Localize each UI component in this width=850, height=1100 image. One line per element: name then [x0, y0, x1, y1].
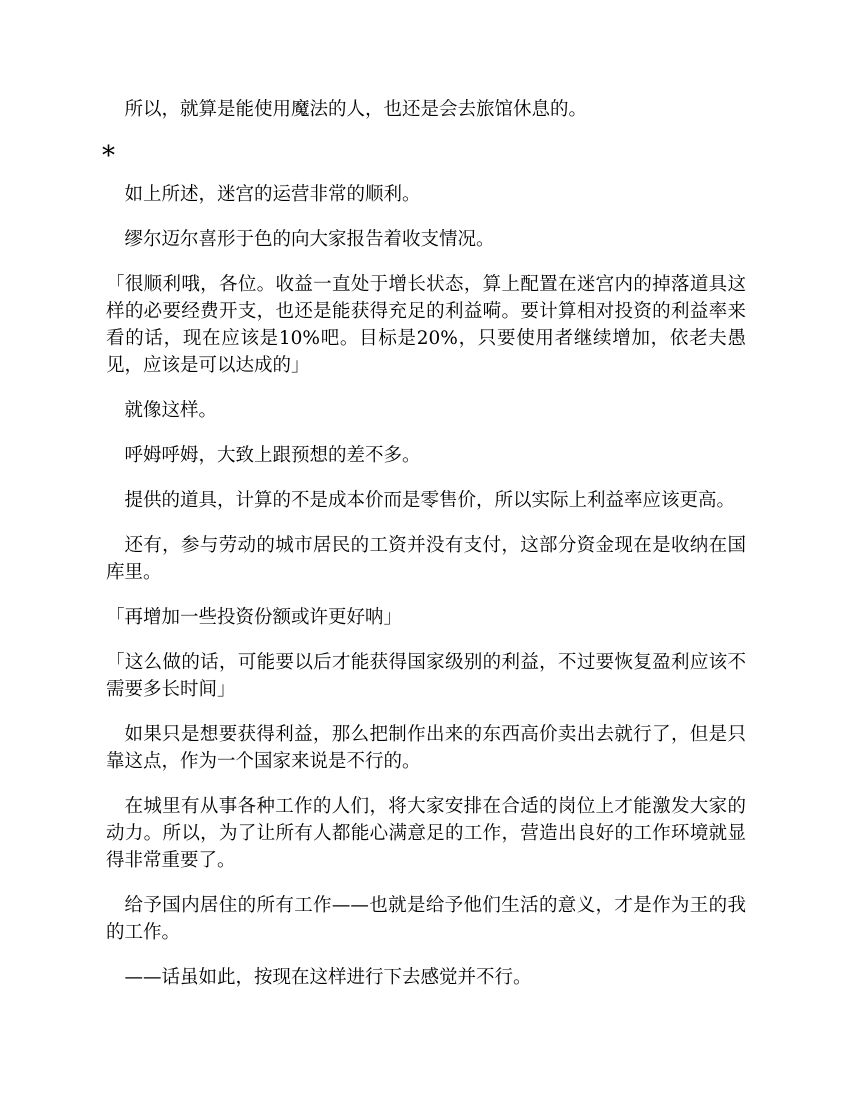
dialogue-2: 「再增加一些投资份额或许更好呐」 — [106, 607, 403, 628]
paragraph-9: 在城里有从事各种工作的人们，将大家安排在合适的岗位上才能激发大家的动力。所以，为了让所有人都能心满意足的工作，营造出良好的工作环境就显得非常重要了。 — [106, 796, 746, 871]
paragraph-2: 如上所述，迷宫的运营非常的顺利。 — [124, 184, 421, 205]
paragraph-5: 呼姆呼姆，大致上跟预想的差不多。 — [124, 445, 421, 466]
paragraph-1: 所以，就算是能使用魔法的人，也还是会去旅馆休息的。 — [124, 99, 588, 120]
paragraph-7: 还有，参与劳动的城市居民的工资并没有支付，这部分资金现在是收纳在国库里。 — [106, 535, 746, 583]
section-divider: * — [102, 141, 115, 171]
dialogue-1: 「很顺利哦，各位。收益一直处于增长状态，算上配置在迷宫内的掉落道具这样的必要经费开支，也还是能获得充足的利益嗬。要计算相对投资的利益率来看的话，现在应该是10%吧。目标是20%，只要使用者继续增加，依老夫愚见，应该是可以达成的」 — [106, 274, 746, 376]
paragraph-4: 就像这样。 — [124, 400, 218, 421]
paragraph-10: 给予国内居住的所有工作——也就是给予他们生活的意义，才是作为王的我的工作。 — [106, 895, 746, 943]
paragraph-6: 提供的道具，计算的不是成本价而是零售价，所以实际上利益率应该更高。 — [124, 490, 736, 511]
dialogue-3: 「这么做的话，可能要以后才能获得国家级别的利益，不过要恢复盈利应该不需要多长时间」 — [106, 652, 746, 700]
paragraph-8: 如果只是想要获得利益，那么把制作出来的东西高价卖出去就行了，但是只靠这点，作为一个国家来说是不行的。 — [106, 724, 746, 772]
document-page — [102, 96, 746, 1009]
paragraph-3: 缪尔迈尔喜形于色的向大家报告着收支情况。 — [124, 229, 495, 250]
paragraph-11: ——话虽如此，按现在这样进行下去感觉并不行。 — [124, 967, 532, 988]
